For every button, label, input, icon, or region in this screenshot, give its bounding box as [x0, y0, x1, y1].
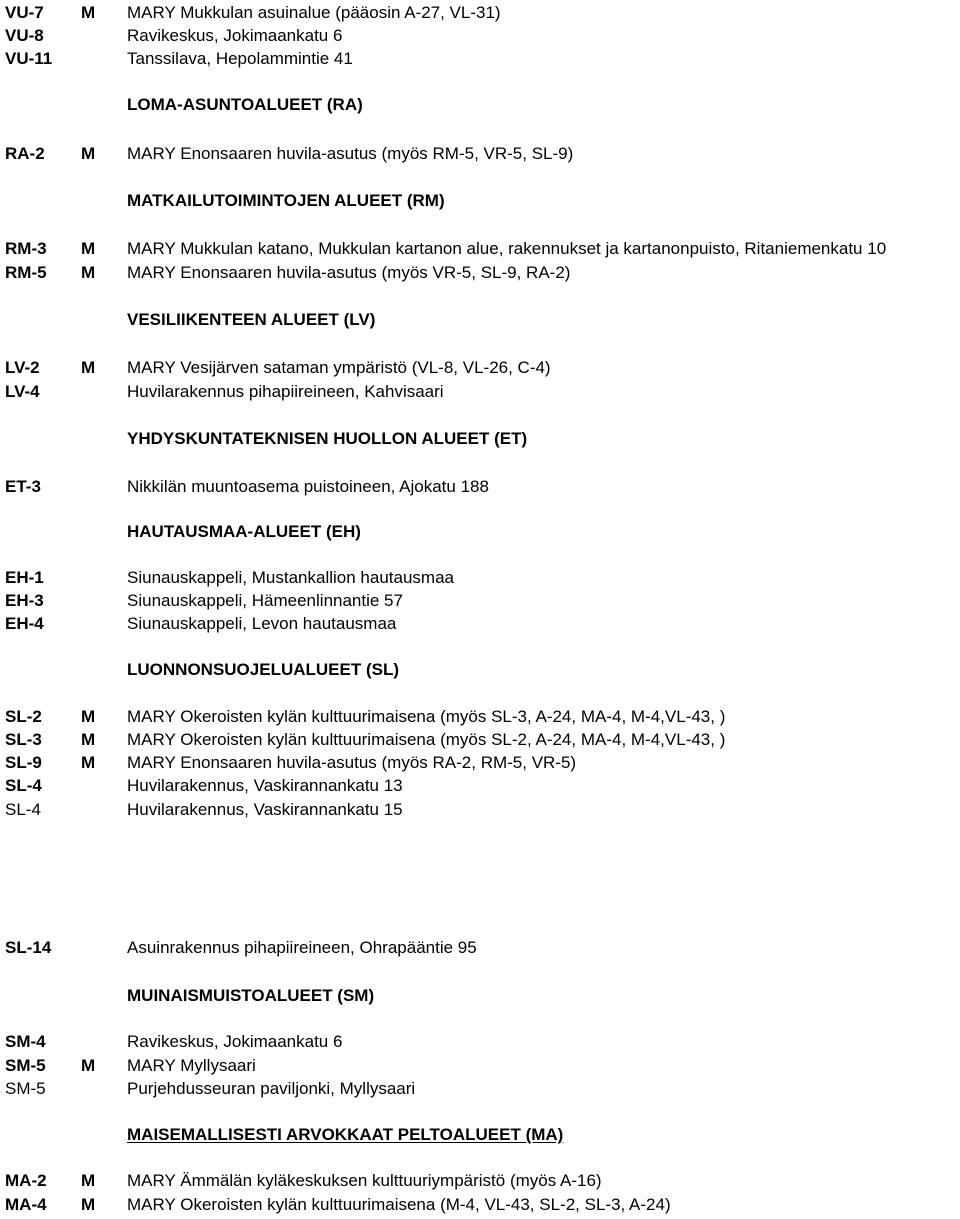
area-description: MARY Mukkulan asuinalue (pääosin A-27, VL-31) — [127, 3, 501, 22]
mary-mark: M — [81, 358, 96, 377]
area-code: VU-7 — [5, 3, 44, 22]
area-code: MA-2 — [5, 1171, 47, 1190]
area-description: MARY Ämmälän kyläkeskuksen kulttuuriympäristö (myös A-16) — [127, 1171, 602, 1190]
area-code: RM-3 — [5, 239, 47, 258]
area-code: SL-9 — [5, 753, 42, 772]
area-description: Tanssilava, Hepolammintie 41 — [127, 49, 353, 68]
section-heading-text: MATKAILUTOIMINTOJEN ALUEET (RM) — [127, 191, 445, 210]
area-code: LV-4 — [5, 382, 40, 401]
area-description: Huvilarakennus, Vaskirannankatu 15 — [127, 800, 403, 819]
area-description: Siunauskappeli, Levon hautausmaa — [127, 614, 397, 633]
mary-mark: M — [81, 1171, 96, 1190]
mary-mark: M — [81, 1056, 96, 1075]
area-code: SL-3 — [5, 730, 42, 749]
area-description: Asuinrakennus pihapiireineen, Ohrapääntie 95 — [127, 938, 477, 957]
section-heading-text: MUINAISMUISTOALUEET (SM) — [127, 986, 375, 1005]
area-description: Ravikeskus, Jokimaankatu 6 — [127, 1032, 343, 1051]
section-heading-text: HAUTAUSMAA-ALUEET (EH) — [127, 522, 361, 541]
mary-mark: M — [81, 730, 96, 749]
area-code: EH-4 — [5, 614, 44, 633]
area-description: Siunauskappeli, Hämeenlinnantie 57 — [127, 591, 403, 610]
area-code: SL-14 — [5, 938, 52, 957]
area-description: Huvilarakennus, Vaskirannankatu 13 — [127, 776, 403, 795]
area-code: EH-1 — [5, 568, 44, 587]
area-description: Ravikeskus, Jokimaankatu 6 — [127, 26, 343, 45]
area-code: SL-2 — [5, 707, 42, 726]
area-code: SL-4 — [5, 776, 42, 795]
area-description: MARY Enonsaaren huvila-asutus (myös RM-5, VR-5, SL-9) — [127, 144, 574, 163]
area-code: SM-5 — [5, 1079, 46, 1098]
section-heading-text: MAISEMALLISESTI ARVOKKAAT PELTOALUEET (MA) — [127, 1125, 564, 1144]
area-code: RM-5 — [5, 263, 47, 282]
mary-mark: M — [81, 3, 96, 22]
area-description: Purjehdusseuran paviljonki, Myllysaari — [127, 1079, 416, 1098]
area-code: MA-4 — [5, 1195, 47, 1214]
mary-mark: M — [81, 263, 96, 282]
area-code: EH-3 — [5, 591, 44, 610]
area-description: MARY Enonsaaren huvila-asutus (myös VR-5, SL-9, RA-2) — [127, 263, 571, 282]
area-description: MARY Vesijärven sataman ympäristö (VL-8, VL-26, C-4) — [127, 358, 551, 377]
area-code: VU-11 — [5, 49, 53, 68]
area-code: LV-2 — [5, 358, 40, 377]
area-code: VU-8 — [5, 26, 44, 45]
area-code: SL-4 — [5, 800, 41, 819]
area-description: Huvilarakennus pihapiireineen, Kahvisaari — [127, 382, 444, 401]
area-description: MARY Okeroisten kylän kulttuurimaisena (M-4, VL-43, SL-2, SL-3, A-24) — [127, 1195, 671, 1214]
mary-mark: M — [81, 144, 96, 163]
area-description: Nikkilän muuntoasema puistoineen, Ajokatu 188 — [127, 477, 489, 496]
mary-mark: M — [81, 707, 96, 726]
section-heading-text: VESILIIKENTEEN ALUEET (LV) — [127, 310, 376, 329]
area-description: MARY Mukkulan katano, Mukkulan kartanon alue, rakennukset ja kartanonpuisto, Ritaniemenkatu 10 — [127, 239, 887, 258]
area-code: ET-3 — [5, 477, 41, 496]
mary-mark: M — [81, 753, 96, 772]
section-heading-text: LOMA-ASUNTOALUEET (RA) — [127, 95, 363, 114]
area-description: MARY Enonsaaren huvila-asutus (myös RA-2, RM-5, VR-5) — [127, 753, 577, 772]
mary-mark: M — [81, 239, 96, 258]
area-code: SM-4 — [5, 1032, 46, 1051]
area-description: MARY Okeroisten kylän kulttuurimaisena (myös SL-3, A-24, MA-4, M-4,VL-43, ) — [127, 707, 726, 726]
area-code: RA-2 — [5, 144, 45, 163]
area-description: MARY Okeroisten kylän kulttuurimaisena (myös SL-2, A-24, MA-4, M-4,VL-43, ) — [127, 730, 726, 749]
section-heading-text: LUONNONSUOJELUALUEET (SL) — [127, 660, 399, 679]
mary-mark: M — [81, 1195, 96, 1214]
section-heading-text: YHDYSKUNTATEKNISEN HUOLLON ALUEET (ET) — [127, 429, 528, 448]
area-description: MARY Myllysaari — [127, 1056, 256, 1075]
area-description: Siunauskappeli, Mustankallion hautausmaa — [127, 568, 454, 587]
area-code: SM-5 — [5, 1056, 46, 1075]
